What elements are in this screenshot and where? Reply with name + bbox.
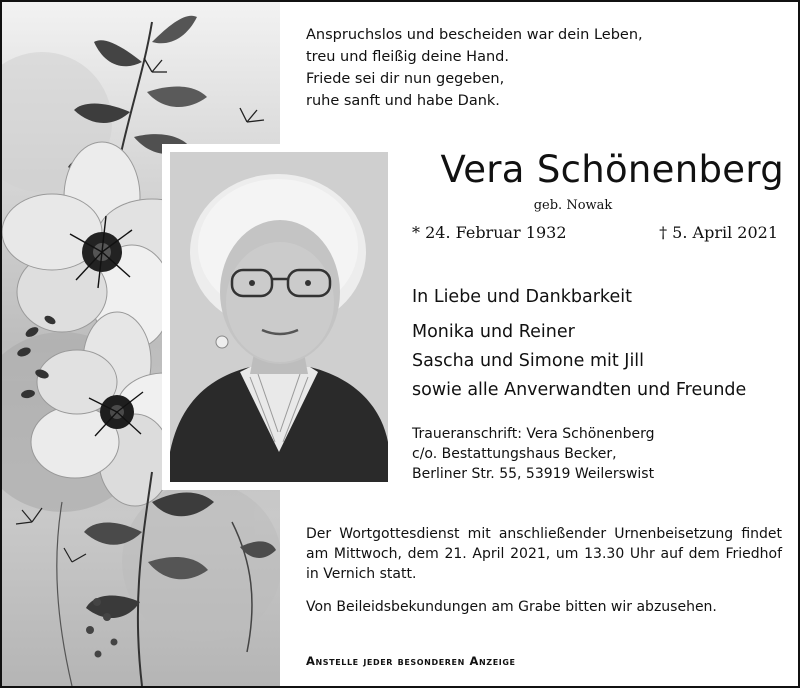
death-date: † 5. April 2021: [659, 223, 778, 242]
mourners-block: [412, 284, 792, 405]
mourners-intro: In Liebe und Dankbarkeit: [412, 287, 632, 307]
maiden-name: geb. Nowak: [533, 198, 613, 213]
poem-line: Anspruchslos und bescheiden war dein Leben,: [306, 27, 643, 43]
portrait-image: [170, 152, 388, 482]
birth-date: * 24. Februar 1932: [412, 223, 567, 242]
portrait-frame: [162, 144, 396, 490]
poem-line: ruhe sanft und habe Dank.: [306, 93, 500, 109]
service-announcement: Der Wortgottesdienst mit anschließender Urnenbeisetzung findet am Mittwoch, dem 21. April 2021, um 13.30 Uhr auf dem Friedhof in Vernich statt.: [306, 526, 782, 582]
address-line: Traueranschrift: Vera Schönenberg: [412, 426, 655, 442]
address-line: Berliner Str. 55, 53919 Weilerswist: [412, 466, 655, 482]
deceased-name: Vera Schönenberg: [440, 148, 784, 191]
poem-line: Friede sei dir nun gegeben,: [306, 71, 505, 87]
poem-line: treu und fleißig deine Hand.: [306, 49, 509, 65]
mourner-line: sowie alle Anverwandten und Freunde: [412, 380, 747, 400]
poem: [306, 24, 726, 112]
sympathy-request: Von Beileidsbekundungen am Grabe bitten wir abzusehen.: [306, 599, 717, 615]
portrait-photo: [170, 152, 388, 482]
mourner-line: Sascha und Simone mit Jill: [412, 351, 645, 371]
mourner-line: Monika und Reiner: [412, 322, 575, 342]
mourning-address: [412, 424, 792, 484]
address-line: c/o. Bestattungshaus Becker,: [412, 446, 617, 462]
notice-footer: Anstelle jeder besonderen Anzeige: [306, 654, 516, 668]
